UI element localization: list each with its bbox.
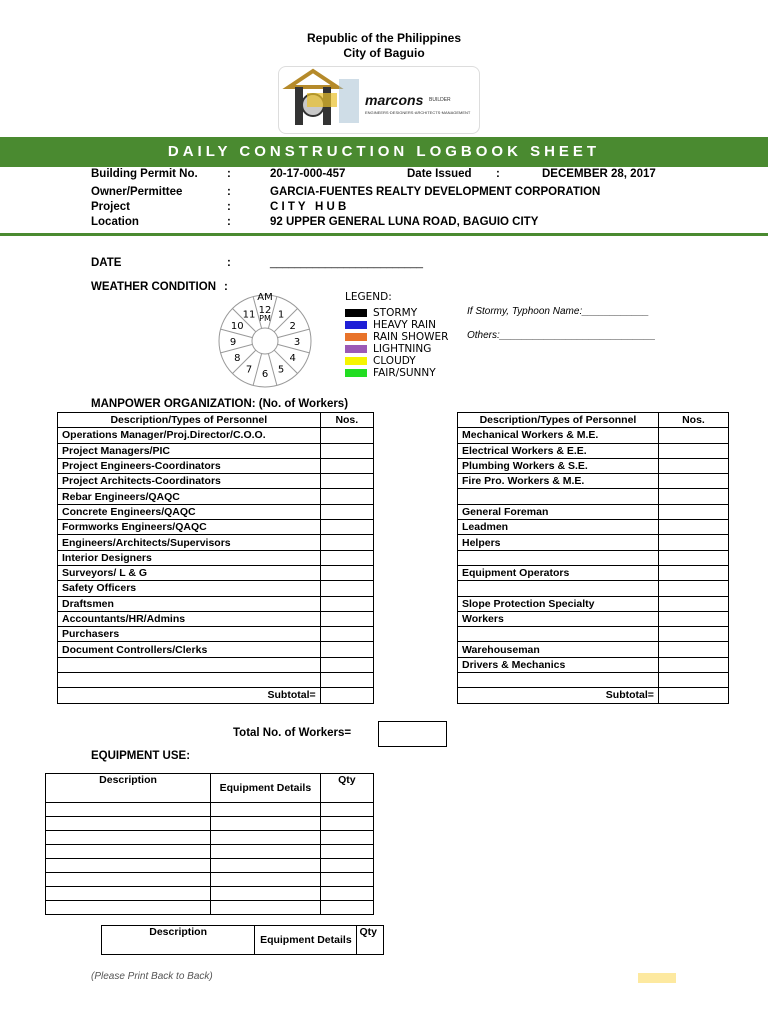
equipment-cell[interactable]: [211, 887, 321, 901]
manpower-table-right: [457, 412, 729, 704]
legend-item: [345, 307, 448, 319]
subtotal-cell[interactable]: [320, 688, 373, 703]
page-title: DAILY CONSTRUCTION LOGBOOK SHEET: [0, 137, 768, 167]
equipment-cell[interactable]: [320, 887, 373, 901]
equipment-row: [46, 859, 374, 873]
table-row: [458, 520, 729, 535]
others-note[interactable]: Others:____________________________: [467, 330, 656, 341]
personnel-type: Equipment Operators: [458, 565, 659, 580]
equipment-cell[interactable]: [320, 845, 373, 859]
equipment-cell[interactable]: [320, 873, 373, 887]
equip2-col-desc: Description: [102, 926, 255, 955]
personnel-type: Accountants/HR/Admins: [58, 611, 321, 626]
table-row: [458, 673, 729, 688]
equipment-row: [46, 831, 374, 845]
legend-title: LEGEND:: [345, 291, 392, 303]
personnel-count-cell[interactable]: [320, 535, 373, 550]
personnel-count-cell[interactable]: [658, 627, 728, 642]
dial-hour-7[interactable]: 7: [245, 364, 253, 376]
manpower-table-left: [57, 412, 374, 704]
equip2-col-qty: Qty: [357, 926, 384, 955]
personnel-type: Helpers: [458, 535, 659, 550]
permit-value: 20-17-000-457: [270, 168, 346, 180]
stormy-note[interactable]: If Stormy, Typhoon Name:____________: [467, 306, 649, 317]
personnel-type: Workers: [458, 611, 659, 626]
personnel-type: Warehouseman: [458, 642, 659, 657]
legend-label: RAIN SHOWER: [373, 331, 449, 343]
equipment-cell[interactable]: [211, 803, 321, 817]
legend-label: FAIR/SUNNY: [373, 367, 436, 379]
equipment-cell[interactable]: [320, 817, 373, 831]
table-row: [458, 581, 729, 596]
country-heading: Republic of the Philippines: [306, 31, 461, 45]
equipment-cell[interactable]: [46, 901, 211, 915]
personnel-type: Concrete Engineers/QAQC: [58, 504, 321, 519]
table-row: [458, 596, 729, 611]
permit-label: Building Permit No.: [91, 168, 198, 180]
personnel-count-cell[interactable]: [658, 565, 728, 580]
logo-tagline: ENGINEERS·DESIGNERS·ARCHITECTS·MANAGEMENT: [365, 110, 471, 115]
dial-hour-1[interactable]: 1: [277, 309, 285, 321]
table-row: [58, 627, 374, 642]
location-value: 92 UPPER GENERAL LUNA ROAD, BAGUIO CITY: [270, 216, 539, 228]
personnel-type: [458, 550, 659, 565]
personnel-type: Draftsmen: [58, 596, 321, 611]
weather-label: WEATHER CONDITION: [91, 281, 217, 293]
personnel-count-cell[interactable]: [658, 458, 728, 473]
owner-value: GARCIA-FUENTES REALTY DEVELOPMENT CORPORATION: [270, 186, 601, 198]
table-row: [58, 581, 374, 596]
personnel-count-cell[interactable]: [658, 504, 728, 519]
legend-item: [345, 331, 448, 343]
subtotal-cell[interactable]: [658, 688, 728, 703]
personnel-count-cell[interactable]: [320, 673, 373, 688]
table-row: [458, 443, 729, 458]
logo-wordmark: marcons: [365, 92, 424, 108]
legend-swatch: [345, 309, 367, 317]
personnel-type: [458, 581, 659, 596]
personnel-type: [458, 627, 659, 642]
personnel-type: Surveyors/ L & G: [58, 565, 321, 580]
project-label: Project: [91, 201, 130, 213]
equipment-cell[interactable]: [320, 831, 373, 845]
personnel-count-cell[interactable]: [320, 611, 373, 626]
city-heading: City of Baguio: [343, 46, 425, 60]
personnel-count-cell[interactable]: [658, 489, 728, 504]
personnel-type: Document Controllers/Clerks: [58, 642, 321, 657]
equip-col-qty: Qty: [320, 774, 373, 803]
equipment-cell[interactable]: [46, 887, 211, 901]
personnel-type: Project Managers/PIC: [58, 443, 321, 458]
footer-note: (Please Print Back to Back): [91, 971, 213, 982]
table-row: [458, 550, 729, 565]
equipment-row: [46, 803, 374, 817]
dial-hour-3[interactable]: 3: [293, 337, 301, 348]
personnel-type: Engineers/Architects/Supervisors: [58, 535, 321, 550]
dial-inner-ring: [252, 328, 278, 354]
table-row: [458, 535, 729, 550]
personnel-count-cell[interactable]: [320, 504, 373, 519]
weather-legend: [345, 307, 448, 379]
date-issued-colon: :: [496, 168, 500, 180]
personnel-type: [458, 673, 659, 688]
personnel-count-cell[interactable]: [658, 550, 728, 565]
equipment-cell[interactable]: [46, 817, 211, 831]
equipment-cell[interactable]: [46, 873, 211, 887]
subtotal-row: [458, 688, 729, 703]
equipment-cell[interactable]: [46, 831, 211, 845]
date-field[interactable]: _________________________: [270, 257, 423, 269]
personnel-type: [458, 489, 659, 504]
personnel-count-cell[interactable]: [658, 596, 728, 611]
legend-label: LIGHTNING: [373, 343, 432, 355]
total-workers-box[interactable]: [378, 721, 447, 747]
table-row: [58, 611, 374, 626]
personnel-type: Project Engineers-Coordinators: [58, 458, 321, 473]
equipment-cell[interactable]: [320, 901, 373, 915]
personnel-type: Rebar Engineers/QAQC: [58, 489, 321, 504]
equipment-cell[interactable]: [46, 859, 211, 873]
personnel-count-cell[interactable]: [658, 474, 728, 489]
personnel-count-cell[interactable]: [320, 657, 373, 672]
personnel-count-cell[interactable]: [320, 642, 373, 657]
table-row: [458, 474, 729, 489]
dial-hour-12[interactable]: 12: [258, 305, 272, 316]
legend-label: CLOUDY: [373, 355, 416, 367]
location-label: Location: [91, 216, 139, 228]
project-value: C I T Y H U B: [270, 201, 347, 213]
table-row: [458, 565, 729, 580]
table-row: [458, 428, 729, 443]
equip-col-details: Equipment Details: [211, 774, 321, 803]
dial-segment-line: [221, 344, 253, 353]
page-marker: [638, 973, 676, 983]
personnel-count-cell[interactable]: [320, 565, 373, 580]
legend-swatch: [345, 333, 367, 341]
table-row: [58, 474, 374, 489]
personnel-count-cell[interactable]: [658, 611, 728, 626]
equipment-cell[interactable]: [211, 873, 321, 887]
dial-hour-2[interactable]: 2: [289, 321, 296, 332]
equipment-cell[interactable]: [211, 831, 321, 845]
owner-label: Owner/Permittee: [91, 186, 183, 198]
equipment-row: [46, 817, 374, 831]
table-row: [58, 428, 374, 443]
table-row: [58, 443, 374, 458]
dial-hour-5[interactable]: 5: [277, 364, 285, 376]
equipment-row: [46, 901, 374, 915]
personnel-count-cell[interactable]: [320, 550, 373, 565]
table-row: [58, 596, 374, 611]
personnel-type: Electrical Workers & E.E.: [458, 443, 659, 458]
equipment-cell[interactable]: [211, 817, 321, 831]
personnel-type: Purchasers: [58, 627, 321, 642]
col-nos-header: Nos.: [658, 413, 728, 428]
personnel-type: Mechanical Workers & M.E.: [458, 428, 659, 443]
equipment-row: [46, 845, 374, 859]
legend-label: STORMY: [373, 307, 418, 319]
subtotal-label: Subtotal=: [58, 688, 321, 703]
manpower-title: MANPOWER ORGANIZATION: (No. of Workers): [91, 398, 349, 410]
equipment-table-2: [101, 925, 384, 955]
table-row: [58, 642, 374, 657]
personnel-count-cell[interactable]: [320, 474, 373, 489]
dial-segment-line: [268, 354, 277, 386]
equip-col-desc: Description: [46, 774, 211, 803]
legend-swatch: [345, 369, 367, 377]
personnel-type: Plumbing Workers & S.E.: [458, 458, 659, 473]
personnel-count-cell[interactable]: [658, 673, 728, 688]
personnel-type: [58, 657, 321, 672]
location-colon: :: [227, 216, 231, 228]
col-desc-header: Description/Types of Personnel: [458, 413, 659, 428]
personnel-count-cell[interactable]: [320, 581, 373, 596]
legend-label: HEAVY RAIN: [373, 319, 436, 331]
table-row: [58, 565, 374, 580]
table-row: [58, 550, 374, 565]
equipment-cell[interactable]: [46, 803, 211, 817]
equipment-cell[interactable]: [211, 859, 321, 873]
equipment-title: EQUIPMENT USE:: [91, 750, 191, 762]
table-row: [458, 504, 729, 519]
weather-clock-dial[interactable]: [205, 288, 325, 388]
equipment-row: [46, 873, 374, 887]
personnel-type: [58, 673, 321, 688]
personnel-count-cell[interactable]: [320, 627, 373, 642]
subtotal-row: [58, 688, 374, 703]
equipment-cell[interactable]: [46, 845, 211, 859]
dial-hour-6[interactable]: 6: [261, 369, 269, 380]
personnel-count-cell[interactable]: [658, 428, 728, 443]
table-row: [58, 520, 374, 535]
legend-item: [345, 367, 448, 379]
legend-item: [345, 355, 448, 367]
table-row: [458, 489, 729, 504]
table-row: [58, 535, 374, 550]
equip2-col-details: Equipment Details: [255, 926, 357, 955]
legend-swatch: [345, 345, 367, 353]
legend-swatch: [345, 321, 367, 329]
personnel-type: Fire Pro. Workers & M.E.: [458, 474, 659, 489]
col-desc-header: Description/Types of Personnel: [58, 413, 321, 428]
personnel-type: Project Architects-Coordinators: [58, 474, 321, 489]
legend-swatch: [345, 357, 367, 365]
date-label: DATE: [91, 257, 122, 269]
equipment-table: [45, 773, 374, 915]
logo-sub: BUILDER: [429, 97, 451, 103]
table-row: [58, 673, 374, 688]
equipment-cell[interactable]: [211, 845, 321, 859]
personnel-count-cell[interactable]: [320, 520, 373, 535]
subtotal-label: Subtotal=: [458, 688, 659, 703]
personnel-type: Operations Manager/Proj.Director/C.O.O.: [58, 428, 321, 443]
dial-hour-10[interactable]: 10: [230, 321, 244, 332]
personnel-count-cell[interactable]: [658, 443, 728, 458]
permit-colon: :: [227, 168, 231, 180]
table-row: [458, 458, 729, 473]
dial-hour-8[interactable]: 8: [234, 353, 241, 364]
equipment-row: [46, 887, 374, 901]
table-row: [458, 627, 729, 642]
table-row: [58, 489, 374, 504]
total-workers-label: Total No. of Workers=: [233, 727, 352, 739]
personnel-count-cell[interactable]: [658, 535, 728, 550]
project-colon: :: [227, 201, 231, 213]
table-row: [58, 458, 374, 473]
personnel-count-cell[interactable]: [320, 443, 373, 458]
dial-hour-9[interactable]: 9: [229, 337, 237, 348]
legend-item: [345, 343, 448, 355]
equipment-cell[interactable]: [211, 901, 321, 915]
personnel-count-cell[interactable]: [658, 657, 728, 672]
personnel-count-cell[interactable]: [320, 489, 373, 504]
date-issued-value: DECEMBER 28, 2017: [542, 168, 656, 180]
dial-pm-label: PM: [259, 314, 271, 323]
personnel-count-cell[interactable]: [658, 581, 728, 596]
table-row: [58, 657, 374, 672]
section-divider: [0, 233, 768, 236]
weather-colon: :: [224, 281, 228, 293]
table-row: [458, 642, 729, 657]
date-issued-label: Date Issued: [407, 168, 472, 180]
personnel-type: Slope Protection Specialty: [458, 596, 659, 611]
dial-hour-11[interactable]: 11: [242, 309, 256, 321]
personnel-type: Leadmen: [458, 520, 659, 535]
dial-am-label: AM: [257, 292, 273, 303]
table-row: [58, 504, 374, 519]
table-row: [458, 611, 729, 626]
personnel-count-cell[interactable]: [658, 642, 728, 657]
dial-hour-4[interactable]: 4: [289, 353, 296, 364]
personnel-type: General Foreman: [458, 504, 659, 519]
personnel-type: Drivers & Mechanics: [458, 657, 659, 672]
owner-colon: :: [227, 186, 231, 198]
equipment-cell[interactable]: [320, 803, 373, 817]
legend-item: [345, 319, 448, 331]
table-row: [458, 657, 729, 672]
dial-segment-line: [253, 354, 262, 386]
equipment-cell[interactable]: [320, 859, 373, 873]
personnel-count-cell[interactable]: [320, 596, 373, 611]
personnel-type: Formworks Engineers/QAQC: [58, 520, 321, 535]
company-logo: [278, 66, 480, 134]
personnel-count-cell[interactable]: [320, 428, 373, 443]
date-colon: :: [227, 257, 231, 269]
personnel-type: Safety Officers: [58, 581, 321, 596]
personnel-type: Interior Designers: [58, 550, 321, 565]
col-nos-header: Nos.: [320, 413, 373, 428]
personnel-count-cell[interactable]: [320, 458, 373, 473]
personnel-count-cell[interactable]: [658, 520, 728, 535]
